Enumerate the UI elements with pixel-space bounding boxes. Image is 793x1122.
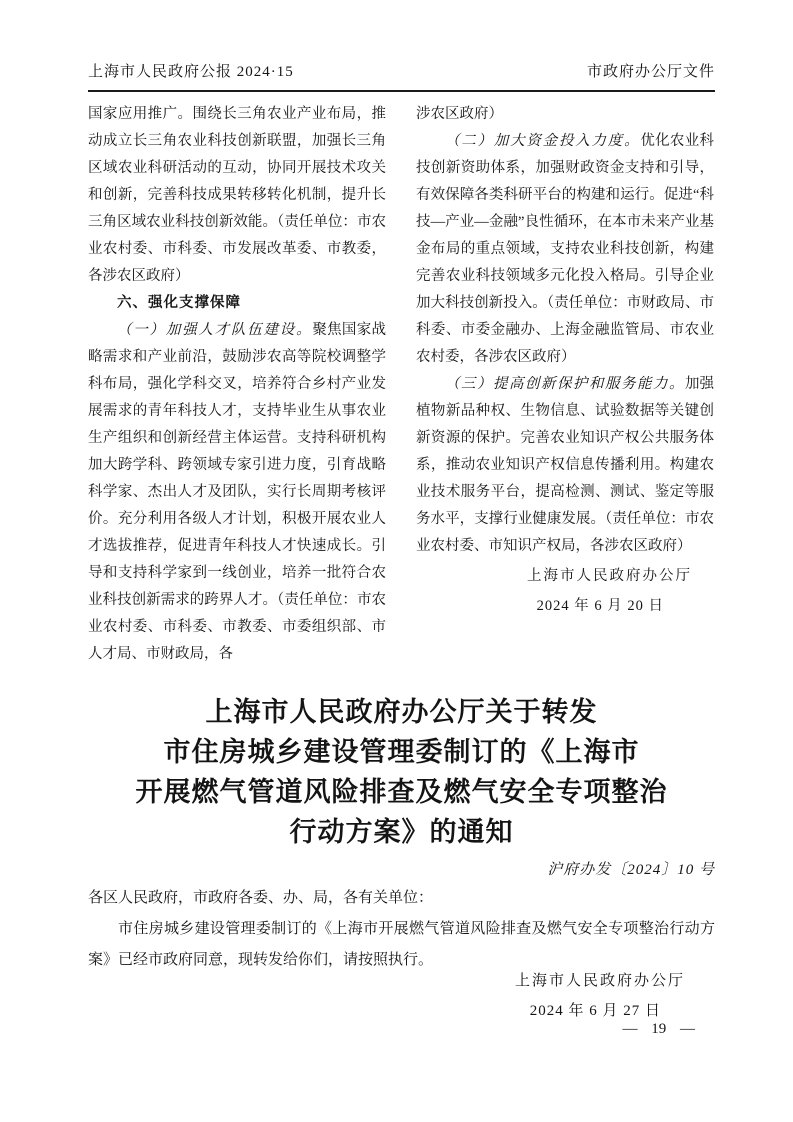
salutation-line: 各区人民政府，市政府各委、办、局，各有关单位： [88, 890, 434, 906]
paragraph-item3 [416, 371, 714, 560]
section-heading: 六、强化支撑保障 [117, 295, 241, 311]
document-number: 沪府办发〔2024〕10 号 [547, 862, 715, 878]
item1-lead: （一）加强人才队伍建设。 [117, 322, 313, 338]
page-number: — 19 — [622, 1021, 695, 1037]
notice-body-paragraph: 市住房城乡建设管理委制订的《上海市开展燃气管道风险排查及燃气安全专项整治行动方案》已经市政府同意，现转发给你们，请按照执行。 [88, 921, 715, 968]
notice-title [88, 692, 715, 852]
article-columns [88, 101, 715, 668]
signature-date: 2024 年 6 月 20 日 [536, 598, 664, 614]
paragraph-continuation: 涉农区政府） [416, 106, 503, 122]
notice-title-line1: 上海市人民政府办公厅关于转发 [205, 697, 598, 727]
page-header [88, 60, 715, 92]
notice-title-line2: 市住房城乡建设管理委制订的《上海市 [163, 737, 640, 767]
item2-body: 优化农业科技创新资助体系，加强财政资金支持和引导，有效保障各类科研平台的构建和运行。促进“科技—产业—金融”良性循环，在本市未来产业基金布局的重点领域，支持农业科技创新，构建完善农业科技领域多元化投入格局。引导企业加大科技创新投入。（责任单位：市财政局、市科委、市委金融办、上海金融监管局、市农业农村委，各涉农区政府） [416, 133, 714, 365]
notice-signature-date: 2024 年 6 月 27 日 [529, 1003, 661, 1019]
signature-organization: 上海市人民政府办公厅 [527, 568, 692, 584]
notice-signature-organization: 上海市人民政府办公厅 [514, 973, 685, 989]
paragraph-continuation: 国家应用推广。围绕长三角农业产业布局，推动成立长三角农业科技创新联盟，加强长三角区域农业科研活动的互动，协同开展技术攻关和创新，完善科技成果转移转化机制，提升长三角区域农业科技创新效能。（责任单位：市农业农村委、市科委、市发展改革委、市教委，各涉农区政府） [88, 106, 386, 284]
notice-title-line4: 行动方案》的通知 [289, 817, 514, 847]
item3-lead: （三）提高创新保护和服务能力。 [445, 376, 685, 392]
item3-body: 加强植物新品种权、生物信息、试验数据等关键创新资源的保护。完善农业知识产权公共服务体系，推动农业知识产权信息传播利用。构建农业技术服务平台，提高检测、测试、鉴定等服务水平，支撑行业健康发展。（责任单位：市农业农村委、市知识产权局，各涉农区政府） [416, 376, 714, 554]
paragraph-item2 [416, 128, 714, 371]
paragraph-item1 [88, 317, 386, 668]
document-category-label: 市政府办公厅文件 [586, 64, 715, 80]
left-column [88, 101, 386, 668]
item1-body: 聚焦国家战略需求和产业前沿，鼓励涉农高等院校调整学科布局，强化学科交叉，培养符合乡村产业发展需求的青年科技人才，支持毕业生从事农业生产组织和创新经营主体运营。支持科研机构加大跨学科、跨领域专家引进力度，引育战略科学家、杰出人才及团队，实行长周期考核评价。充分利用各级人才计划，积极开展农业人才选拔推荐，促进青年科技人才快速成长。引导和支持科学家到一线创业，培养一批符合农业科技创新需求的跨界人才。（责任单位：市农业农村委、市科委、市教委、市委组织部、市人才局、市财政局，各 [88, 322, 386, 662]
right-column [416, 101, 714, 668]
item2-lead: （二）加大资金投入力度。 [445, 133, 641, 149]
gazette-issue-label: 上海市人民政府公报 2024·15 [88, 64, 294, 80]
notice-title-line3: 开展燃气管道风险排查及燃气安全专项整治 [135, 777, 668, 807]
